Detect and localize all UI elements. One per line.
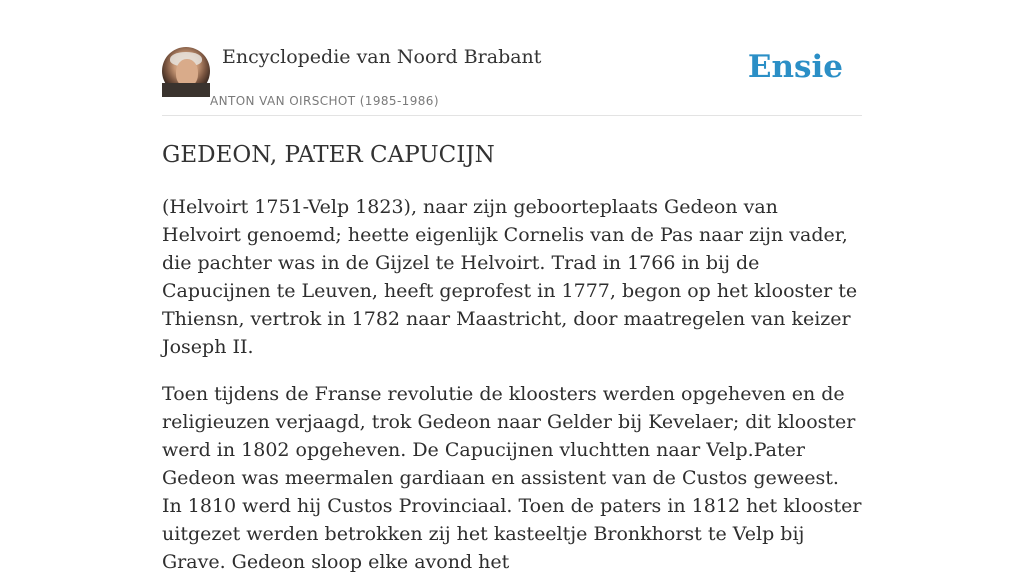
avatar-shirt	[162, 83, 210, 97]
article-paragraph: (Helvoirt 1751-Velp 1823), naar zijn geboorteplaats Gedeon van Helvoirt genoemd; heette eigenlijk Cornelis van de Pas naar zijn vader, die pachter was in de Gijzel te Helvoirt. Trad in 1766 in bij de Capucijnen te Leuven, heeft geprofest in 1777, begon op het klooster te Thiensn, vertrok in 1782 naar Maastricht, door maatregelen van keizer Joseph II.	[162, 196, 858, 358]
author-avatar[interactable]	[162, 47, 210, 95]
author-name[interactable]: ANTON VAN OIRSCHOT (1985-1986)	[210, 94, 439, 108]
ensie-logo[interactable]: Ensie	[747, 49, 843, 85]
article	[162, 141, 862, 576]
article-paragraph: Toen tijdens de Franse revolutie de kloosters werden opgeheven en de religieuzen verjaagd, trok Gedeon naar Gelder bij Kevelaer; dit klooster werd in 1802 opgeheven. De Capucijnen vluchtten naar Velp.Pater Gedeon was meermalen gardiaan en assistent van de Custos geweest. In 1810 werd hij Custos Provinciaal. Toen de paters in 1812 het klooster uitgezet werden betrokken zij het kasteeltje Bronkhorst te Velp bij Grave. Gedeon sloop elke avond het	[162, 383, 862, 573]
page-header	[162, 0, 862, 116]
encyclopedia-title[interactable]: Encyclopedie van Noord Brabant	[222, 46, 542, 68]
article-body	[162, 193, 862, 576]
article-title: GEDEON, PATER CAPUCIJN	[162, 142, 495, 168]
page-container	[162, 0, 862, 576]
